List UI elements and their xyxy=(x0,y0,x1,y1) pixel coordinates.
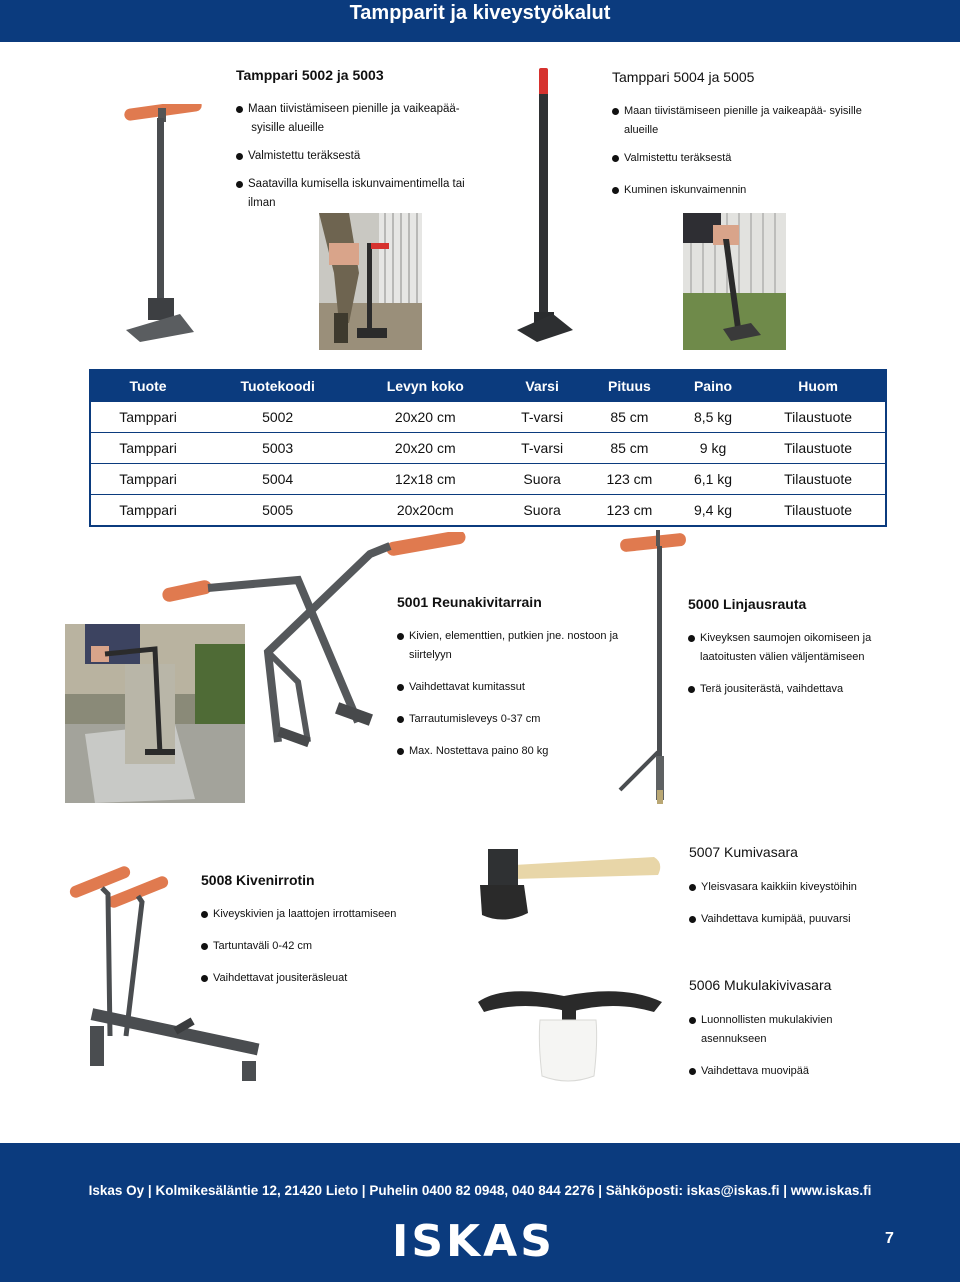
linjausrauta-title: 5000 Linjausrauta xyxy=(688,596,807,612)
list-item: Max. Nostettava paino 80 kg xyxy=(397,742,642,761)
table-header-row xyxy=(90,370,886,402)
table-cell: 9,4 kg xyxy=(675,495,751,527)
table-cell: Tamppari xyxy=(90,464,205,495)
tamppari-5004-5005-title: Tamppari 5004 ja 5005 xyxy=(612,69,755,85)
table-cell: 9 kg xyxy=(675,433,751,464)
list-item: Maan tiivistämiseen pienille ja vaikeapää- syisille alueille xyxy=(612,102,862,140)
tamppari-5002-image xyxy=(118,104,208,344)
table-cell: T-varsi xyxy=(500,433,584,464)
page-number: 7 xyxy=(885,1230,894,1247)
kumivasara-title: 5007 Kumivasara xyxy=(689,844,798,860)
mukulakivivasara-image xyxy=(474,972,666,1092)
table-row xyxy=(90,402,886,433)
column-header: Levyn koko xyxy=(350,370,500,402)
table-cell: 5002 xyxy=(205,402,350,433)
kivenirrotin-title: 5008 Kivenirrotin xyxy=(201,872,315,888)
list-item: Kiveyskivien ja laattojen irrottamiseen xyxy=(201,905,471,924)
list-item: Kuminen iskunvaimennin xyxy=(612,181,862,200)
list-item: Maan tiivistämiseen pienille ja vaikeapää- syisille alueille xyxy=(236,100,486,138)
list-item: Valmistettu teräksestä xyxy=(612,149,862,168)
table-cell: 5003 xyxy=(205,433,350,464)
list-item: Vaihdettava kumipää, puuvarsi xyxy=(689,910,909,929)
tamppari-5002-5003-title: Tamppari 5002 ja 5003 xyxy=(236,67,384,83)
column-header: Huom xyxy=(751,370,886,402)
table-cell: 123 cm xyxy=(584,495,675,527)
product-table xyxy=(89,369,887,527)
column-header: Varsi xyxy=(500,370,584,402)
reunakivitarrain-title: 5001 Reunakivitarrain xyxy=(397,594,542,610)
page-title: Tampparit ja kiveystyökalut xyxy=(349,2,611,24)
list-item: Yleisvasara kaikkiin kiveystöihin xyxy=(689,878,909,897)
table-cell: Tamppari xyxy=(90,402,205,433)
list-item: Tartuntaväli 0-42 cm xyxy=(201,937,471,956)
table-cell: Tamppari xyxy=(90,433,205,464)
table-cell: 20x20cm xyxy=(350,495,500,527)
table-cell: 5005 xyxy=(205,495,350,527)
tamppari-5004-photo xyxy=(683,213,786,350)
column-header: Pituus xyxy=(584,370,675,402)
tamppari-5002-photo xyxy=(319,213,422,350)
table-row xyxy=(90,464,886,495)
kumivasara-image xyxy=(474,845,666,925)
table-cell: Tilaustuote xyxy=(751,464,886,495)
list-item: Terä jousiterästä, vaihdettava xyxy=(688,680,903,699)
table-cell: 20x20 cm xyxy=(350,402,500,433)
column-header: Tuotekoodi xyxy=(205,370,350,402)
table-row xyxy=(90,495,886,527)
table-cell: Tamppari xyxy=(90,495,205,527)
list-item: Saatavilla kumisella iskunvaimentimella tai ilman xyxy=(236,175,486,213)
table-cell: 6,1 kg xyxy=(675,464,751,495)
mukulakivivasara-title: 5006 Mukulakivivasara xyxy=(689,977,832,993)
footer-contact-info: Iskas Oy | Kolmikesäläntie 12, 21420 Lieto | Puhelin 0400 82 0948, 040 844 2276 | Sähköposti: iskas@iskas.fi | www.iskas.fi xyxy=(88,1183,872,1198)
list-item: Tarrautumisleveys 0-37 cm xyxy=(397,710,642,729)
table-row xyxy=(90,433,886,464)
table-cell: 12x18 cm xyxy=(350,464,500,495)
table-cell: Tilaustuote xyxy=(751,402,886,433)
table-cell: Suora xyxy=(500,495,584,527)
column-header: Tuote xyxy=(90,370,205,402)
table-cell: 5004 xyxy=(205,464,350,495)
list-item: Vaihdettavat kumitassut xyxy=(397,678,642,697)
table-cell: 85 cm xyxy=(584,402,675,433)
list-item: Vaihdettava muovipää xyxy=(689,1062,889,1081)
table-cell: 20x20 cm xyxy=(350,433,500,464)
table-cell: Tilaustuote xyxy=(751,433,886,464)
table-cell: T-varsi xyxy=(500,402,584,433)
column-header: Paino xyxy=(675,370,751,402)
table-cell: 8,5 kg xyxy=(675,402,751,433)
table-cell: 85 cm xyxy=(584,433,675,464)
linjausrauta-image xyxy=(618,528,690,808)
iskas-logo: ISKAS xyxy=(392,1216,555,1267)
table-cell: 123 cm xyxy=(584,464,675,495)
list-item: Luonnollisten mukulakivien asennukseen xyxy=(689,1011,889,1049)
table-cell: Tilaustuote xyxy=(751,495,886,527)
list-item: Vaihdettavat jousiteräsleuat xyxy=(201,969,471,988)
list-item: Kivien, elementtien, putkien jne. nostoon ja siirtelyyn xyxy=(397,627,642,665)
list-item: Valmistettu teräksestä xyxy=(236,147,486,166)
list-item: Kiveyksen saumojen oikomiseen ja laatoitusten välien väljentämiseen xyxy=(688,629,903,667)
table-cell: Suora xyxy=(500,464,584,495)
tamppari-5004-image xyxy=(515,68,575,344)
